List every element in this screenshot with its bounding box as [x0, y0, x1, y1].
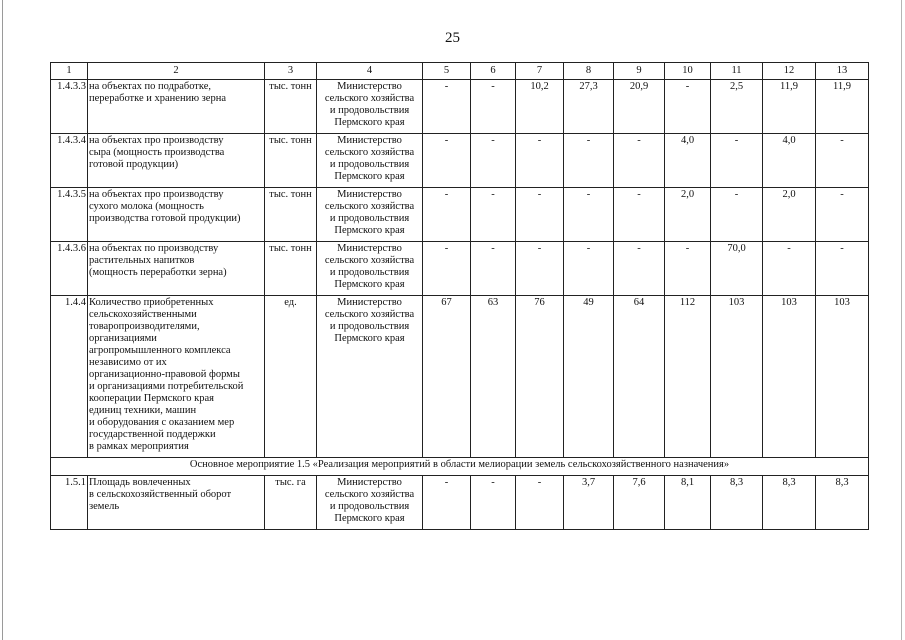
value-cell: 8,3 [763, 476, 816, 530]
text-line: на объектах про производству [89, 135, 224, 146]
column-number-cell: 6 [471, 63, 516, 80]
column-number-cell: 8 [564, 63, 614, 80]
unit-cell: ед. [265, 296, 317, 458]
text-line: готовой продукции) [89, 159, 179, 170]
value-cell: - [471, 476, 516, 530]
text-line: и продовольствия [329, 159, 410, 170]
text-line: на объектах по подработке, [89, 81, 212, 92]
table-row [51, 296, 869, 458]
table-row [51, 134, 869, 188]
text-line: сельского хозяйства [324, 93, 415, 104]
value-cell: - [423, 476, 471, 530]
unit-cell: тыс. тонн [265, 242, 317, 296]
text-line: на объектах про производству [89, 189, 224, 200]
text-line: и продовольствия [329, 213, 410, 224]
value-cell: 11,9 [763, 80, 816, 134]
indicator-name [88, 476, 265, 530]
text-line: земель [89, 501, 120, 512]
text-line: товаропроизводителями, [89, 321, 200, 332]
text-line: в рамках мероприятия [89, 441, 189, 452]
unit-cell: тыс. га [265, 476, 317, 530]
unit-cell: тыс. тонн [265, 188, 317, 242]
indicator-code: 1.4.3.5 [51, 188, 88, 242]
value-cell: - [614, 188, 665, 242]
text-line: Пермского края [334, 279, 405, 290]
indicator-name [88, 80, 265, 134]
text-line: Министерство [337, 189, 402, 200]
text-line: и продовольствия [329, 321, 410, 332]
responsible-org [317, 296, 423, 458]
responsible-org [317, 188, 423, 242]
text-line: Министерство [337, 81, 402, 92]
value-cell: 49 [564, 296, 614, 458]
value-cell: 70,0 [711, 242, 763, 296]
responsible-org [317, 242, 423, 296]
text-line: и продовольствия [329, 105, 410, 116]
text-line: на объектах по производству [89, 243, 219, 254]
text-line: сельского хозяйства [324, 255, 415, 266]
text-line: организационно-правовой формы [89, 369, 240, 380]
value-cell: 7,6 [614, 476, 665, 530]
table-body [51, 63, 869, 530]
column-number-cell: 13 [816, 63, 869, 80]
value-cell: 4,0 [665, 134, 711, 188]
table-row [51, 242, 869, 296]
text-line: в сельскохозяйственный оборот [89, 489, 232, 500]
value-cell: - [614, 242, 665, 296]
value-cell: - [665, 242, 711, 296]
value-cell: - [516, 242, 564, 296]
value-cell: - [516, 134, 564, 188]
value-cell: 8,3 [711, 476, 763, 530]
column-number-cell: 9 [614, 63, 665, 80]
value-cell: - [423, 242, 471, 296]
text-line: и продовольствия [329, 267, 410, 278]
text-line: сухого молока (мощность [89, 201, 204, 212]
text-line: Площадь вовлеченных [89, 477, 191, 488]
value-cell: 20,9 [614, 80, 665, 134]
text-line: сельского хозяйства [324, 147, 415, 158]
scan-right-edge [901, 0, 902, 640]
value-cell: - [665, 80, 711, 134]
value-cell: - [423, 188, 471, 242]
value-cell: - [471, 80, 516, 134]
value-cell: 64 [614, 296, 665, 458]
unit-cell: тыс. тонн [265, 80, 317, 134]
table-row [51, 188, 869, 242]
value-cell: 76 [516, 296, 564, 458]
value-cell: 4,0 [763, 134, 816, 188]
page-number: 25 [445, 30, 460, 46]
column-number-cell: 1 [51, 63, 88, 80]
text-line: Пермского края [334, 171, 405, 182]
value-cell: 63 [471, 296, 516, 458]
indicator-code: 1.4.3.6 [51, 242, 88, 296]
section-row [51, 458, 869, 476]
value-cell: - [471, 134, 516, 188]
value-cell: 11,9 [816, 80, 869, 134]
indicator-name [88, 134, 265, 188]
text-line: сельского хозяйства [324, 201, 415, 212]
value-cell: 67 [423, 296, 471, 458]
value-cell: 112 [665, 296, 711, 458]
responsible-org [317, 134, 423, 188]
value-cell: 2,5 [711, 80, 763, 134]
text-line: кооперации Пермского края [89, 393, 214, 404]
text-line: агропромышленного комплекса [89, 345, 231, 356]
value-cell: 8,3 [816, 476, 869, 530]
text-line: государственной поддержки [89, 429, 216, 440]
indicator-name [88, 242, 265, 296]
value-cell: - [564, 188, 614, 242]
indicator-code: 1.4.3.4 [51, 134, 88, 188]
indicator-code: 1.4.4 [51, 296, 88, 458]
table-row [51, 80, 869, 134]
column-number-cell: 11 [711, 63, 763, 80]
value-cell: - [471, 242, 516, 296]
text-line: сельского хозяйства [324, 309, 415, 320]
column-number-cell: 4 [317, 63, 423, 80]
text-line: Пермского края [334, 333, 405, 344]
value-cell: - [516, 476, 564, 530]
value-cell: - [614, 134, 665, 188]
text-line: (мощность переработки зерна) [89, 267, 227, 278]
text-line: переработке и хранению зерна [89, 93, 226, 104]
value-cell: - [711, 188, 763, 242]
indicators-table [50, 62, 869, 530]
text-line: Пермского края [334, 225, 405, 236]
column-number-cell: 2 [88, 63, 265, 80]
text-line: растительных напитков [89, 255, 195, 266]
text-line: и оборудования с оказанием мер [89, 417, 235, 428]
value-cell: - [564, 134, 614, 188]
responsible-org [317, 476, 423, 530]
column-number-row [51, 63, 869, 80]
value-cell: 2,0 [763, 188, 816, 242]
text-line: сельскохозяйственными [89, 309, 197, 320]
value-cell: 103 [763, 296, 816, 458]
text-line: Министерство [337, 477, 402, 488]
table-row [51, 476, 869, 530]
column-number-cell: 5 [423, 63, 471, 80]
text-line: Пермского края [334, 513, 405, 524]
indicator-code: 1.4.3.3 [51, 80, 88, 134]
section-title: Основное мероприятие 1.5 «Реализация мероприятий в области мелиорации земель сельскохозяйственного назначения» [51, 458, 869, 476]
text-line: сыра (мощность производства [89, 147, 225, 158]
indicator-code: 1.5.1 [51, 476, 88, 530]
value-cell: 103 [711, 296, 763, 458]
value-cell: - [423, 80, 471, 134]
indicator-name [88, 188, 265, 242]
value-cell: 27,3 [564, 80, 614, 134]
text-line: Министерство [337, 297, 402, 308]
column-number-cell: 3 [265, 63, 317, 80]
value-cell: 2,0 [665, 188, 711, 242]
value-cell: 8,1 [665, 476, 711, 530]
text-line: Пермского края [334, 117, 405, 128]
column-number-cell: 7 [516, 63, 564, 80]
text-line: независимо от их [89, 357, 167, 368]
text-line: и продовольствия [329, 501, 410, 512]
value-cell: - [816, 242, 869, 296]
value-cell: 103 [816, 296, 869, 458]
text-line: производства готовой продукции) [89, 213, 241, 224]
text-line: и организациями потребительской [89, 381, 244, 392]
column-number-cell: 12 [763, 63, 816, 80]
value-cell: 10,2 [516, 80, 564, 134]
indicator-name [88, 296, 265, 458]
value-cell: - [711, 134, 763, 188]
value-cell: - [564, 242, 614, 296]
value-cell: - [471, 188, 516, 242]
value-cell: - [516, 188, 564, 242]
value-cell: - [816, 188, 869, 242]
value-cell: 3,7 [564, 476, 614, 530]
text-line: Министерство [337, 135, 402, 146]
value-cell: - [816, 134, 869, 188]
text-line: единиц техники, машин [89, 405, 197, 416]
unit-cell: тыс. тонн [265, 134, 317, 188]
text-line: Министерство [337, 243, 402, 254]
text-line: сельского хозяйства [324, 489, 415, 500]
text-line: организациями [89, 333, 157, 344]
value-cell: - [763, 242, 816, 296]
column-number-cell: 10 [665, 63, 711, 80]
text-line: Количество приобретенных [89, 297, 214, 308]
scan-left-edge [2, 0, 3, 640]
responsible-org [317, 80, 423, 134]
value-cell: - [423, 134, 471, 188]
